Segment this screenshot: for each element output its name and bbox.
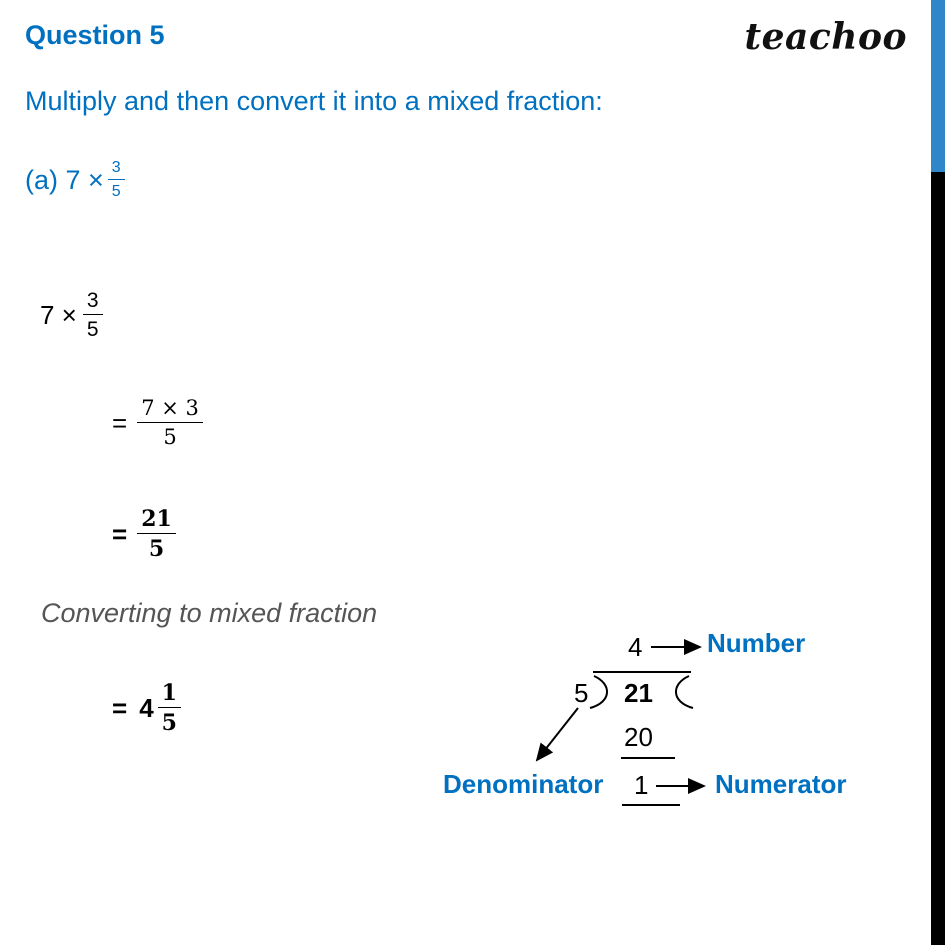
divisor-arrow [537, 708, 578, 760]
division-remainder: 1 [634, 770, 649, 800]
question-instruction: Multiply and then convert it into a mixed fraction: [25, 86, 603, 116]
step2-equals: = [112, 407, 128, 438]
label-denominator: Denominator [443, 769, 604, 799]
question-title: Question 5 [25, 20, 165, 50]
teachoo-logo: teachoo [744, 16, 907, 58]
step2-denominator: 5 [137, 422, 203, 448]
division-dividend: 21 [624, 678, 653, 708]
step1-prefix: 7 × [40, 299, 77, 330]
label-number: Number [707, 628, 806, 658]
question-part-label: (a) 7 × [25, 164, 104, 195]
step1-denominator: 5 [83, 314, 103, 340]
division-divisor: 5 [574, 678, 589, 708]
step2-numerator: 7 × 3 [141, 396, 199, 420]
step4-numerator: 1 [161, 680, 177, 706]
label-numerator: Numerator [715, 769, 847, 799]
step1-numerator: 3 [86, 289, 99, 312]
division-bracket-left [676, 676, 693, 708]
division-product: 20 [624, 722, 653, 752]
step4-whole: 4 [139, 692, 154, 723]
step3-equals: = [112, 518, 128, 549]
division-quotient: 4 [628, 632, 643, 662]
question-fraction-numerator: 3 [111, 159, 121, 176]
question-fraction-denominator: 5 [108, 179, 125, 200]
division-bracket-right [590, 676, 607, 708]
step4-denominator: 5 [158, 707, 181, 734]
converting-note: Converting to mixed fraction [41, 598, 378, 628]
step4-equals: = [112, 692, 128, 723]
step3-denominator: 5 [137, 533, 176, 560]
step3-numerator: 21 [141, 506, 172, 532]
